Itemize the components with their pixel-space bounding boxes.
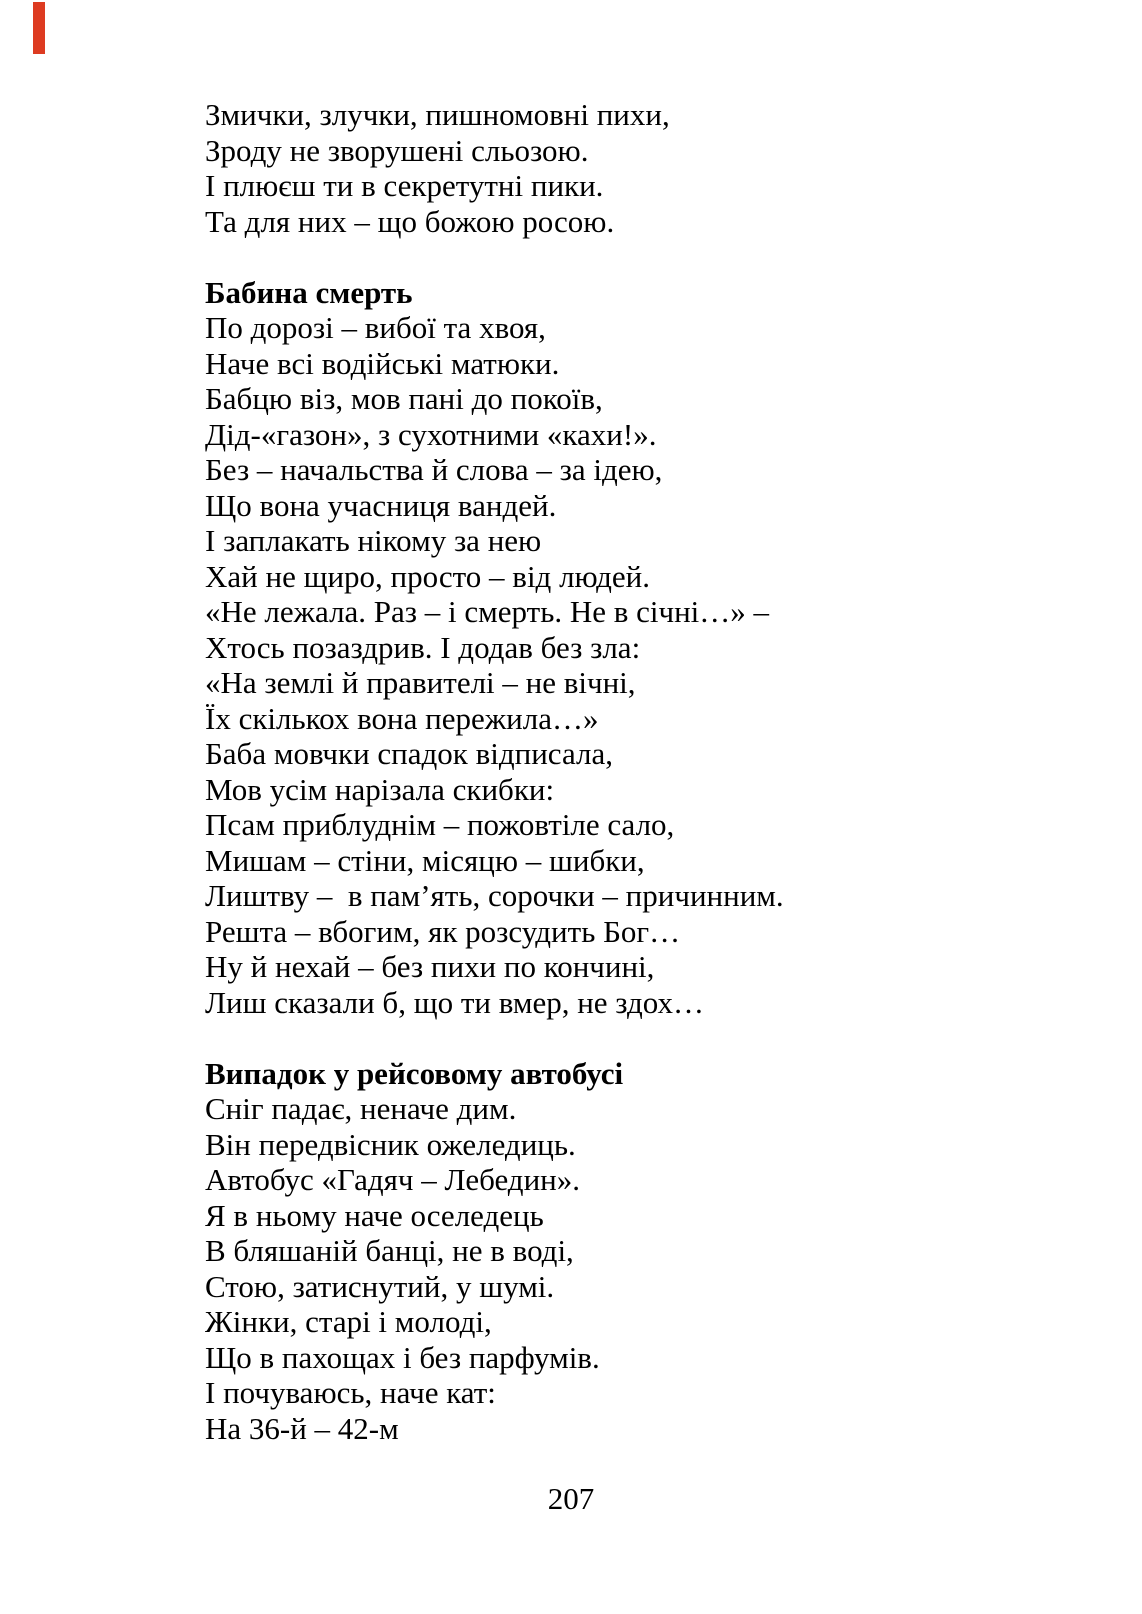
poem-line: І заплакать нікому за нею (205, 523, 542, 558)
poem-line: Сніг падає, неначе дим. (205, 1091, 517, 1126)
poem-title: Випадок у рейсовому автобусі (205, 1055, 624, 1091)
poem-line: Автобус «Гадяч – Лебедин». (205, 1162, 581, 1197)
poem-line: Ну й нехай – без пихи по кончині, (205, 949, 655, 984)
poem-line: Мишам – стіни, місяцю – шибки, (205, 842, 645, 878)
poem-line: «Не лежала. Раз – і смерть. Не в січні…» – (205, 594, 770, 629)
poem (205, 1056, 985, 1447)
poem-line: І почуваюсь, наче кат: (205, 1375, 496, 1410)
poem-line: Мов усім нарізала скибки: (205, 771, 555, 807)
poem-line: Без – начальства й слова – за ідею, (205, 452, 663, 487)
poem-line: Їх скількох вона пережила…» (205, 700, 599, 736)
poem-line: Що вона учасниця вандей. (205, 487, 557, 523)
poem-line: Він передвісник ожеледиць. (205, 1126, 576, 1162)
poem-line: В бляшаній банці, не в воді, (205, 1233, 574, 1268)
poem-line: Зроду не зворушені сльозою. (205, 132, 589, 168)
poem-line: Та для них – що божою росою. (205, 203, 615, 239)
poem-line: На 36-й – 42-м (205, 1410, 399, 1446)
poem-line: Лиш сказали б, що ти вмер, не здох… (205, 984, 704, 1020)
poem-line: Лиштву – в пам’ять, сорочки – причинним. (205, 878, 784, 913)
red-marker (33, 2, 45, 54)
poem-line: По дорозі – вибої та хвоя, (205, 310, 546, 345)
poem-line: Хтось позаздрив. І додав без зла: (205, 629, 641, 665)
poem-line: Баба мовчки спадок відписала, (205, 736, 613, 771)
poem (205, 275, 985, 1021)
poem-line: Наче всі водійські матюки. (205, 345, 560, 381)
poem-line: І плюєш ти в секретутні пики. (205, 168, 604, 203)
poem-line: Я в ньому наче оселедець (205, 1197, 544, 1233)
poem-line: «На землі й правителі – не вічні, (205, 665, 636, 700)
page-number: 207 (547, 1481, 595, 1516)
poem-line: Стою, затиснутий, у шумі. (205, 1268, 555, 1304)
poem (205, 97, 985, 239)
poems-container (205, 97, 985, 1446)
poem-line: Хай не щиро, просто – від людей. (205, 558, 651, 594)
poem-line: Змички, злучки, пишномовні пихи, (205, 97, 670, 132)
poem-line: Решта – вбогим, як розсудить Бог… (205, 913, 681, 949)
poem-line: Жінки, старі і молоді, (205, 1304, 492, 1339)
poem-line: Дід-«газон», з сухотними «кахи!». (205, 416, 657, 452)
poem-line: Псам приблуднім – пожовтіле сало, (205, 807, 675, 842)
poem-title: Бабина смерть (205, 274, 413, 310)
poem-line: Що в пахощах і без парфумів. (205, 1339, 600, 1375)
poem-line: Бабцю віз, мов пані до покоїв, (205, 381, 603, 416)
